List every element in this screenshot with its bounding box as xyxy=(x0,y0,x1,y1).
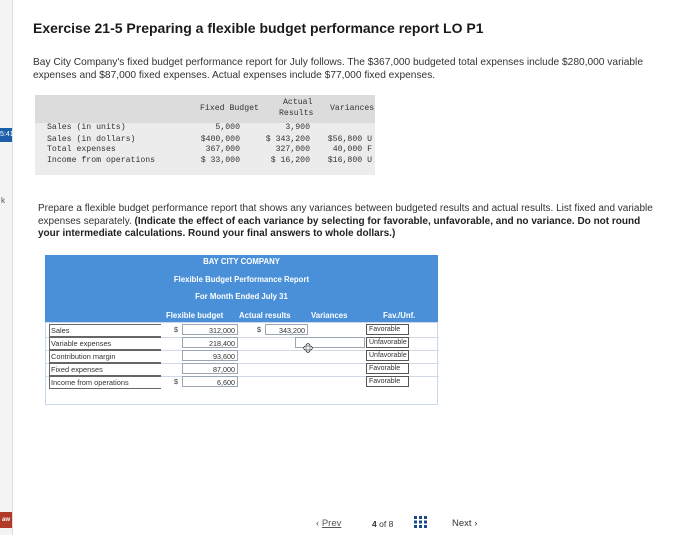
total-pages: 8 xyxy=(388,519,394,529)
given-row-variance: $16,800 U xyxy=(327,156,372,165)
table-row xyxy=(46,324,439,338)
given-table-body xyxy=(35,123,375,175)
flexible-budget-input[interactable]: 218,400 xyxy=(182,337,238,348)
instructions xyxy=(38,203,658,241)
given-row-actual: $ 343,200 xyxy=(265,135,310,144)
dollar-sign: $ xyxy=(257,325,261,334)
current-page: 4 xyxy=(372,519,377,529)
fav-unf-select[interactable]: Favorable xyxy=(366,324,409,335)
given-row-fixed: 5,000 xyxy=(215,123,240,132)
given-row-variance: 40,000 F xyxy=(332,145,372,154)
header-actual: Actual xyxy=(283,98,313,107)
row-label: Contribution margin xyxy=(49,350,161,363)
header-variances: Variances xyxy=(330,104,375,113)
given-row-label: Income from operations xyxy=(47,156,156,165)
flexible-budget-input[interactable]: 312,000 xyxy=(182,324,238,335)
col-variances: Variances xyxy=(311,311,348,320)
exercise-title: Exercise 21-5 Preparing a flexible budget performance report LO P1 xyxy=(33,20,484,36)
next-button[interactable] xyxy=(452,518,477,529)
page-of: of xyxy=(379,519,387,529)
prev-button[interactable] xyxy=(316,518,341,529)
given-row-variance: $56,800 U xyxy=(327,135,372,144)
intro-text: Bay City Company's fixed budget performance report for July follows. The $367,000 budgeted total expenses include $280,000 variable expenses and $87,000 fixed expenses. Actual expenses include $77,000 fixed expenses. xyxy=(33,57,643,81)
table-row xyxy=(46,350,439,364)
side-mark: k xyxy=(1,196,5,205)
instructions-bold: (Indicate the effect of each variance by selecting for favorable, unfavorable, and no variance. Do not round your intermediate calculations. Round your final answers to whole dollars.) xyxy=(38,215,641,239)
table-row xyxy=(46,337,439,351)
prev-label: Prev xyxy=(321,518,342,529)
given-row-fixed: 367,000 xyxy=(205,145,240,154)
col-flexible-budget: Flexible budget xyxy=(166,311,224,320)
instructions-normal: Prepare a flexible budget performance report that shows any variances between budgeted results and actual results. List fixed and variable expenses separately. xyxy=(38,203,653,227)
fav-unf-select[interactable]: Unfavorable xyxy=(366,337,409,348)
table-row xyxy=(46,376,439,389)
chevron-right-icon: › xyxy=(474,518,478,529)
given-row-fixed: $ 33,000 xyxy=(200,156,240,165)
row-label: Sales xyxy=(49,324,161,337)
flexible-budget-input[interactable]: 93,600 xyxy=(182,350,238,361)
flexible-budget-report-form xyxy=(45,255,438,405)
given-row-label: Sales (in dollars) xyxy=(47,135,136,144)
move-cursor-icon xyxy=(303,343,313,353)
given-row-label: Total expenses xyxy=(47,145,116,154)
fav-unf-select[interactable]: Unfavorable xyxy=(366,350,409,361)
next-label: Next xyxy=(452,518,472,529)
fav-unf-select[interactable]: Favorable xyxy=(366,363,409,374)
given-row-fixed: $400,000 xyxy=(200,135,240,144)
given-row-actual: $ 16,200 xyxy=(270,156,310,165)
report-title: Flexible Budget Performance Report xyxy=(173,275,310,284)
col-actual-results: Actual results xyxy=(239,311,291,320)
given-row-actual: 3,900 xyxy=(285,123,310,132)
page-indicator xyxy=(372,519,393,529)
row-label: Fixed expenses xyxy=(49,363,161,376)
side-bottom-badge[interactable]: aw xyxy=(0,512,12,528)
given-row-label: Sales (in units) xyxy=(47,123,126,132)
actual-results-input[interactable]: 343,200 xyxy=(265,324,308,335)
header-results: Results xyxy=(279,109,314,118)
chevron-left-icon: ‹ xyxy=(316,518,320,529)
grid-view-icon[interactable] xyxy=(414,516,428,528)
flexible-budget-input[interactable]: 6,600 xyxy=(182,376,238,387)
table-row xyxy=(46,363,439,377)
row-label: Variable expenses xyxy=(49,337,161,350)
fav-unf-select[interactable]: Favorable xyxy=(366,376,409,387)
col-fav-unf: Fav./Unf. xyxy=(383,311,416,320)
given-row-actual: 327,000 xyxy=(275,145,310,154)
answer-table-header xyxy=(45,255,438,322)
row-label: Income from operations xyxy=(49,376,161,389)
report-period: For Month Ended July 31 xyxy=(195,292,288,301)
left-edge-strip xyxy=(0,0,13,535)
timer-badge: 5:41 xyxy=(0,128,12,142)
answer-table-body xyxy=(45,322,438,405)
header-fixed-budget: Fixed Budget xyxy=(200,104,259,113)
fixed-budget-report-table xyxy=(35,95,375,175)
dollar-sign: $ xyxy=(174,325,178,334)
company-name: BAY CITY COMPANY xyxy=(203,257,280,266)
dollar-sign: $ xyxy=(174,377,178,386)
flexible-budget-input[interactable]: 87,000 xyxy=(182,363,238,374)
given-table-header xyxy=(35,95,375,123)
